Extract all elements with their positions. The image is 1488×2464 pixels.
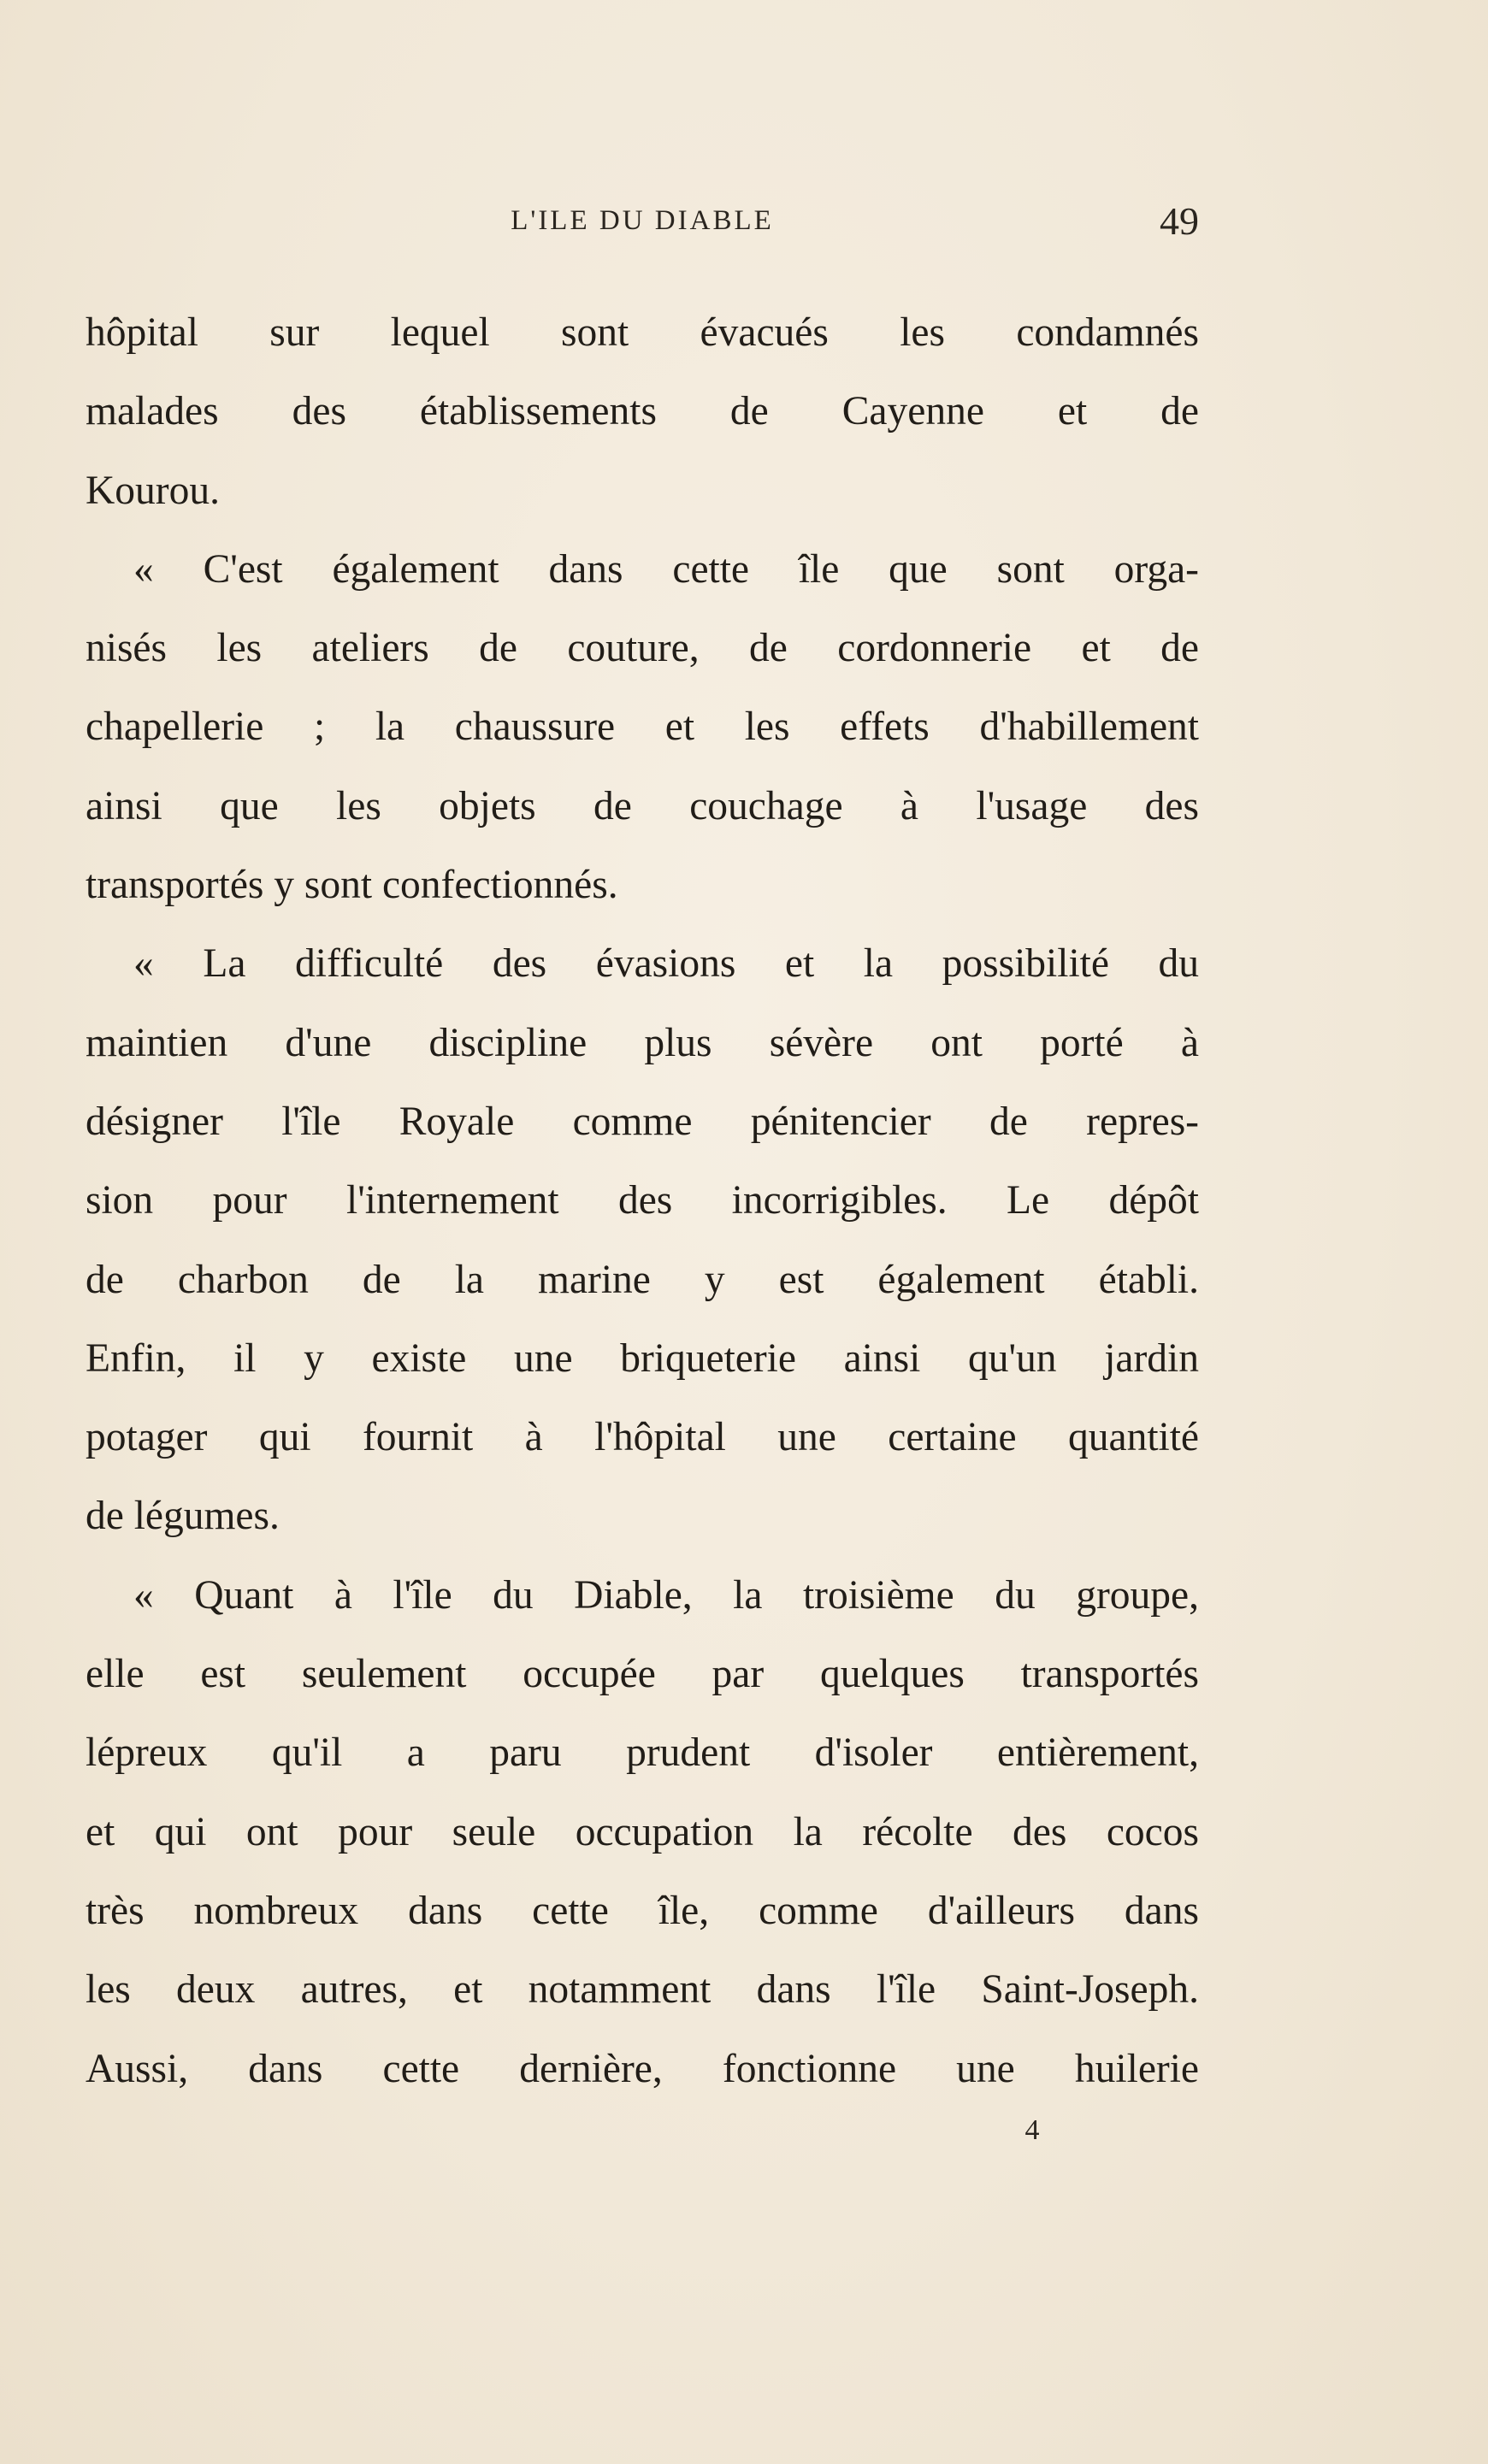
text-line: « Quant à l'île du Diable, la troisième du groupe, xyxy=(133,1572,1199,1618)
text-line: malades des établissements de Cayenne et de xyxy=(86,389,1199,434)
text-line: Enfin, il y existe une briqueterie ainsi qu'un jardin xyxy=(86,1335,1199,1381)
text-line: Kourou. xyxy=(86,468,220,513)
text-line: de charbon de la marine y est également établi. xyxy=(86,1257,1199,1302)
text-line: elle est seulement occupée par quelques transportés xyxy=(86,1652,1199,1697)
text-line: potager qui fournit à l'hôpital une certaine quantité xyxy=(86,1415,1199,1460)
text-line: et qui ont pour seule occupation la récolte des cocos xyxy=(86,1809,1199,1854)
text-line: ainsi que les objets de couchage à l'usage des xyxy=(86,783,1199,828)
text-line: de légumes. xyxy=(86,1494,280,1539)
text-line: lépreux qu'il a paru prudent d'isoler entièrement, xyxy=(86,1730,1199,1776)
running-title: L'ILE DU DIABLE xyxy=(511,205,774,236)
page-number: 49 xyxy=(1160,199,1199,243)
body-text xyxy=(86,293,1199,2108)
text-line: Aussi, dans cette dernière, fonctionne une huilerie xyxy=(86,2046,1199,2091)
text-line: hôpital sur lequel sont évacués les condamnés xyxy=(86,310,1199,355)
text-line: « La difficulté des évasions et la possibilité du xyxy=(133,941,1199,987)
text-line: transportés y sont confectionnés. xyxy=(86,863,618,908)
text-line: les deux autres, et notamment dans l'île Saint-Joseph. xyxy=(86,1967,1199,2013)
running-head xyxy=(86,198,1199,250)
text-line: chapellerie ; la chaussure et les effets d'habillement xyxy=(86,704,1199,750)
text-line: très nombreux dans cette île, comme d'ailleurs dans xyxy=(86,1888,1199,1933)
text-line: nisés les ateliers de couture, de cordonnerie et de xyxy=(86,626,1199,671)
text-line: « C'est également dans cette île que sont orga- xyxy=(133,546,1199,592)
text-line: désigner l'île Royale comme pénitencier de repres- xyxy=(86,1099,1199,1144)
text-line: maintien d'une discipline plus sévère ont porté à xyxy=(86,1020,1199,1065)
text-line: sion pour l'internement des incorrigibles. Le dépôt xyxy=(86,1178,1199,1223)
signature-mark: 4 xyxy=(1024,2114,1040,2146)
